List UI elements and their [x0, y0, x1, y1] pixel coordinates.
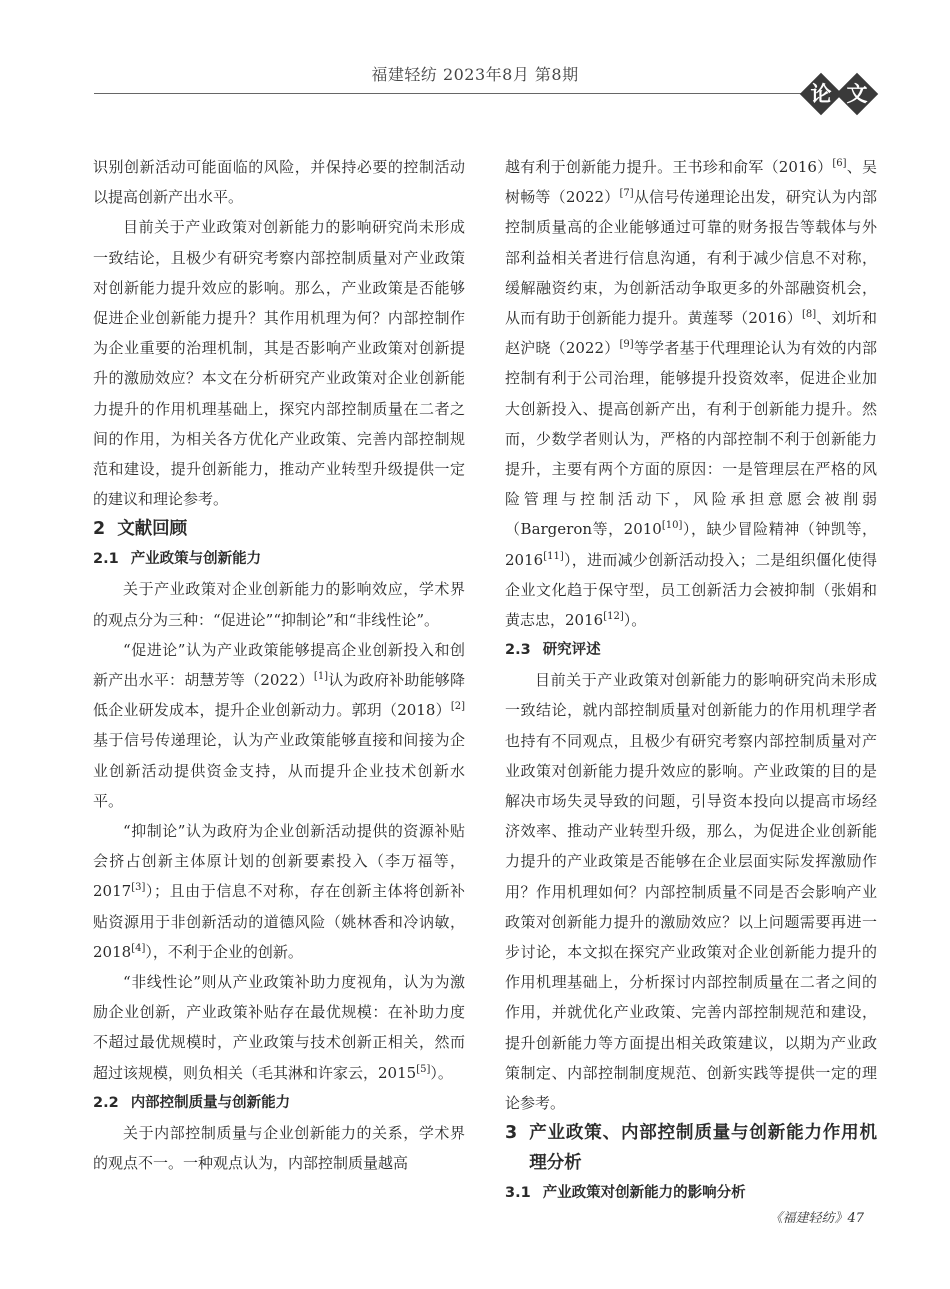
journal-issue-header: 福建轻纺 2023年8月 第8期: [371, 65, 579, 84]
section-heading-2-1: 2.1 产业政策与创新能力: [93, 551, 262, 568]
section-badge-wen: [836, 73, 878, 115]
right-column: [505, 152, 877, 1208]
paragraph: 关于内部控制质量与企业创新能力的关系，学术界的观点不一。一种观点认为，内部控制质量越高: [93, 1123, 465, 1173]
citation-ref: [10]: [661, 520, 683, 532]
paragraph: “抑制论”认为政府为企业创新活动提供的资源补贴会挤占创新主体原计划的创新要素投入（李万福等，2017[3]）；且由于信息不对称，存在创新主体将创新补贴资源用于非创新活动的道德风险（姚林香和冷讷敏，2018[4]），不利于企业的创新。: [93, 822, 465, 961]
citation-ref: [12]: [603, 611, 624, 623]
left-column: [93, 152, 465, 1178]
section-heading-3: 3 产业政策、内部控制质量与创新能力作用机理分析: [505, 1123, 877, 1174]
section-heading-2-2: 2.2 内部控制质量与创新能力: [93, 1094, 291, 1111]
citation-ref: [2]: [450, 701, 465, 713]
section-heading-3-1: 3.1 产业政策对创新能力的影响分析: [505, 1185, 746, 1202]
paragraph: 关于产业政策对企业创新能力的影响效应，学术界的观点分为三种：“促进论”“抑制论”和“非线性论”。: [93, 580, 465, 629]
citation-ref: [5]: [416, 1063, 431, 1075]
paragraph: 目前关于产业政策对创新能力的影响研究尚未形成一致结论，且极少有研究考察内部控制质量对产业政策对创新能力提升效应的影响。那么，产业政策是否能够促进企业创新能力提升？其作用机理为何？内部控制作为企业重要的治理机制，其是否影响产业政策对创新提升的激励效应？本文在分析研究产业政策对企业创新能力提升的作用机理基础上，探究内部控制质量在二者之间的作用，为相关各方优化产业政策、完善内部控制规范和建设，提升创新能力，推动产业转型升级提供一定的建议和理论参考。: [93, 218, 465, 509]
citation-ref: [6]: [832, 158, 847, 169]
citation-ref: [7]: [619, 188, 634, 200]
citation-ref: [4]: [131, 942, 146, 954]
citation-ref: [9]: [619, 339, 634, 351]
page-footer: 《福建轻纺》47: [769, 1211, 864, 1226]
citation-ref: [3]: [131, 882, 146, 894]
badge-char-lun: 论: [810, 81, 832, 106]
badge-char-wen: 文: [846, 81, 868, 106]
paragraph: 目前关于产业政策对创新能力的影响研究尚未形成一致结论，就内部控制质量对创新能力的作用机理学者也持有不同观点，且极少有研究考察内部控制质量对产业政策对创新能力提升效应的影响。产业政策的目的是解决市场失灵导致的问题，引导资本投向以提高市场经济效率、推动产业转型升级，那么，为促进企业创新能力提升的产业政策是否能够在企业层面实际发挥激励作用？作用机理如何？内部控制质量不同是否会影响产业政策对创新能力提升的激励效应？以上问题需要再进一步讨论，本文拟在探究产业政策对企业创新能力提升的作用机理基础上，分析探讨内部控制质量在二者之间的作用，并就优化产业政策、完善内部控制规范和建设，提升创新能力等方面提出相关政策建议，以期为产业政策制定、内部控制制度规范、创新实践等提供一定的理论参考。: [505, 671, 877, 1113]
section-heading-2-3: 2.3 研究评述: [505, 642, 601, 659]
citation-ref: [11]: [543, 550, 564, 562]
citation-ref: [8]: [801, 309, 817, 321]
paragraph: 越有利于创新能力提升。王书珍和俞军（2016）[6]、吴树畅等（2022）[7]从信号传递理论出发，研究认为内部控制质量高的企业能够通过可靠的财务报告等载体与外部利益相关者进行信息沟通，有利于减少信息不对称，缓解融资约束，为创新活动争取更多的外部融资机会，从而有助于创新能力提升。黄莲琴（2016）[8]、刘圻和赵沪晓（2022）[9]等学者基于代理理论认为有效的内部控制有利于公司治理，能够提升投资效率，促进企业加大创新投入、提高创新产出，有利于创新能力提升。然而，少数学者则认为，严格的内部控制不利于创新能力提升，主要有两个方面的原因：一是管理层在严格的风险管理与控制活动下，风险承担意愿会被削弱（Bargeron等，2010[10]），缺少冒险精神（钟凯等，2016[11]），进而减少创新活动投入；二是组织僵化使得企业文化趋于保守型，员工创新活力会被抑制（张娟和黄志忠，2016[12]）。: [505, 158, 877, 630]
paragraph: 识别创新活动可能面临的风险，并保持必要的控制活动以提高创新产出水平。: [93, 158, 465, 207]
header-rule: [94, 93, 814, 94]
paragraph: “促进论”认为产业政策能够提高企业创新投入和创新产出水平：胡慧芳等（2022）[1]认为政府补助能够降低企业研发成本，提升企业创新动力。郭玥（2018）[2]基于信号传递理论，认为产业政策能够直接和间接为企业创新活动提供资金支持，从而提升企业技术创新水平。: [93, 640, 465, 810]
paragraph: “非线性论”则从产业政策补助力度视角，认为为激励企业创新，产业政策补贴存在最优规模：在补助力度不超过最优规模时，产业政策与技术创新正相关，然而超过该规模，则负相关（毛其淋和许家云，2015[5]）。: [93, 973, 465, 1082]
section-heading-2: 2 文献回顾: [93, 519, 188, 540]
citation-ref: [1]: [313, 671, 329, 683]
